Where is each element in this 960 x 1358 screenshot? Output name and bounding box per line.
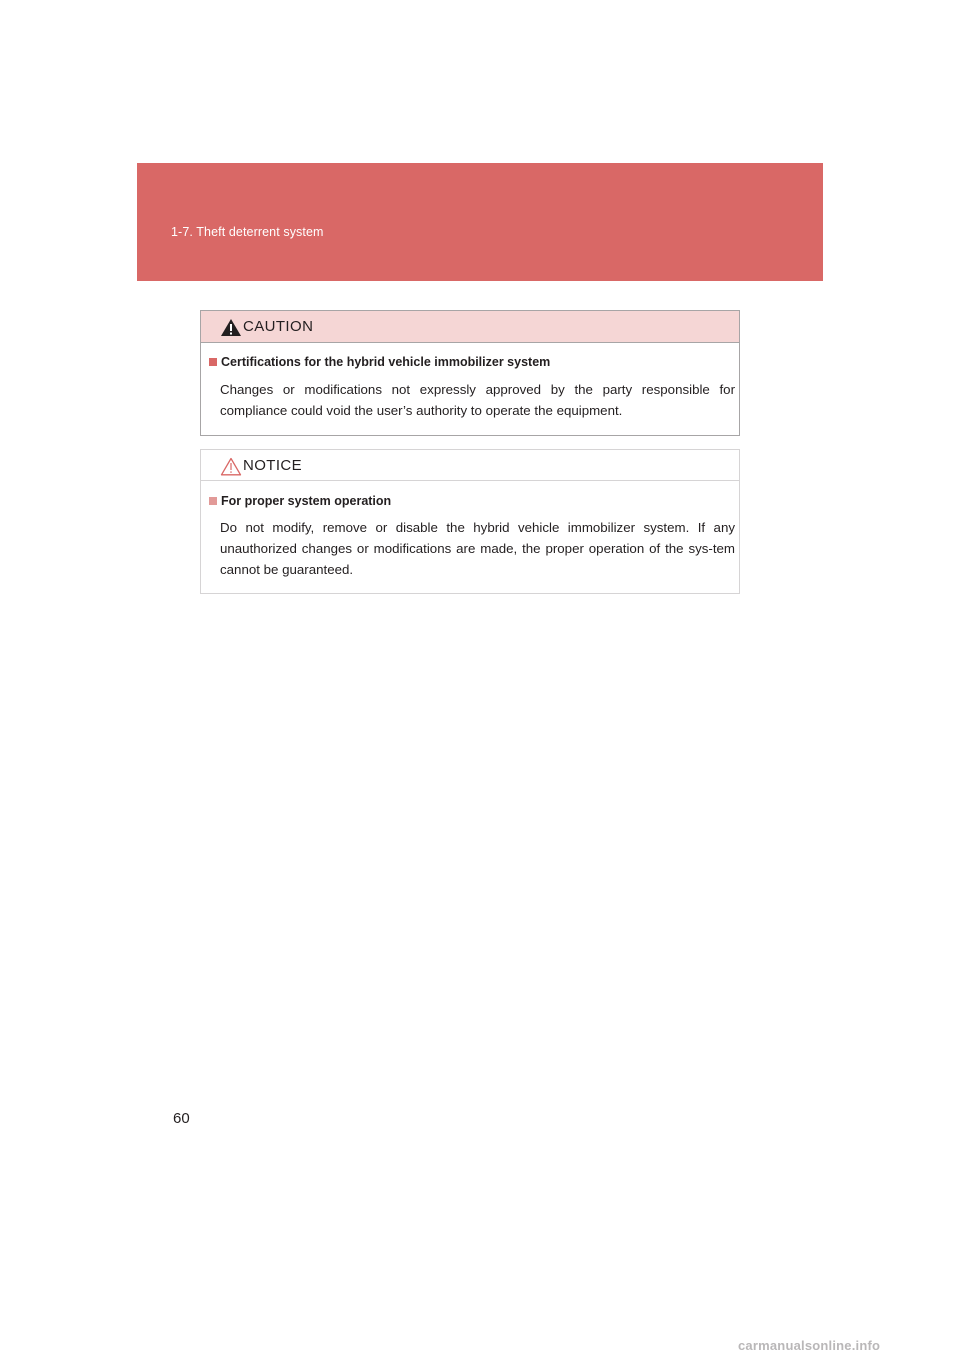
page-number: 60 xyxy=(173,1110,190,1127)
caution-label: CAUTION xyxy=(243,318,314,335)
notice-body-text: Do not modify, remove or disable the hybrid vehicle immobilizer system. If any unauthorized changes or modifications are made, the proper operation of the sys-tem cannot be guaranteed. xyxy=(220,520,735,577)
caution-body-text: Changes or modifications not expressly approved by the party responsible for compliance could void the user’s authority to operate the equipment. xyxy=(220,382,735,418)
section-title: 1-7. Theft deterrent system xyxy=(171,225,324,239)
notice-label: NOTICE xyxy=(243,457,303,474)
notice-box xyxy=(200,449,740,594)
notice-subheading-row xyxy=(209,494,391,508)
warning-triangle-outline-icon xyxy=(220,457,242,476)
warning-triangle-icon xyxy=(220,318,242,337)
caution-subheading: Certifications for the hybrid vehicle immobilizer system xyxy=(221,355,551,369)
notice-header xyxy=(201,450,739,481)
notice-subheading: For proper system operation xyxy=(221,494,392,508)
watermark-text: carmanualsonline.info xyxy=(738,1338,881,1353)
square-bullet-icon xyxy=(209,497,217,505)
square-bullet-icon xyxy=(209,358,217,366)
caution-header xyxy=(201,311,739,343)
caution-subheading-row xyxy=(209,355,550,369)
caution-box xyxy=(200,310,740,436)
section-header-band xyxy=(137,163,823,281)
